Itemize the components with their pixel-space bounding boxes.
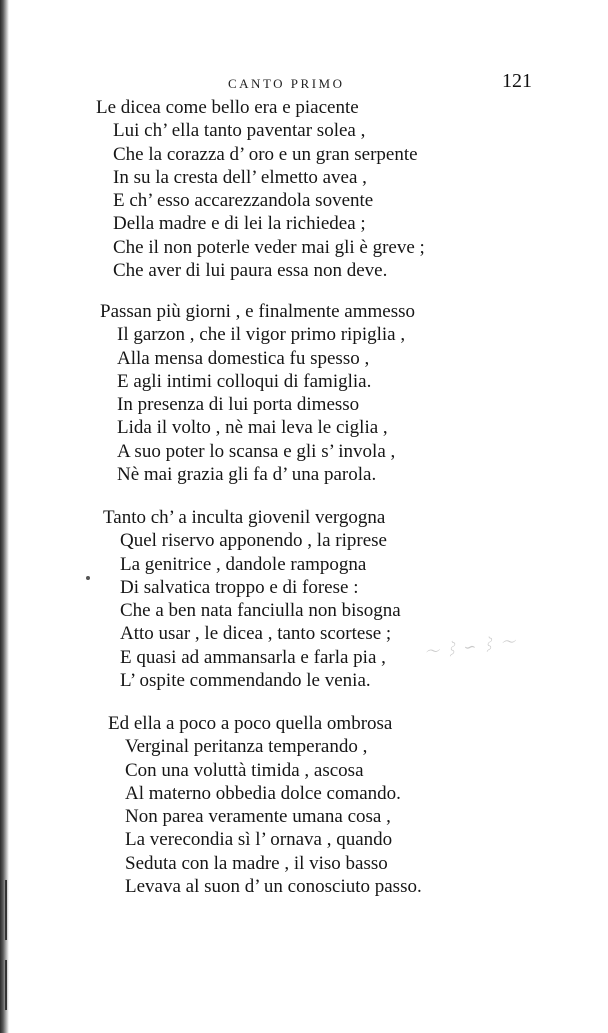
verse-line: La genitrice , dandole rampogna — [120, 553, 367, 575]
verse-line: E ch’ esso accarezzandola sovente — [113, 190, 374, 212]
verse-line: Al materno obbedia dolce comando. — [125, 782, 401, 804]
stanza-3 — [103, 506, 401, 692]
verse-line: Che aver di lui paura essa non deve. — [113, 260, 388, 282]
verse-line: Di salvatica troppo e di forese : — [120, 576, 359, 598]
verse-line: Ed ella a poco a poco quella ombrosa — [108, 713, 393, 734]
verse-line: Tanto ch’ a inculta giovenil vergogna — [103, 507, 386, 528]
binding-mark — [5, 960, 7, 1010]
verse-line: Che la corazza d’ oro e un gran serpente — [113, 143, 418, 165]
binding-mark — [5, 880, 7, 940]
verse-line: Che a ben nata fanciulla non bisogna — [120, 600, 401, 622]
stanza-1 — [96, 96, 425, 282]
verse-line: Il garzon , che il vigor primo ripiglia , — [117, 324, 406, 346]
verse-line: In presenza di lui porta dimesso — [117, 394, 360, 416]
stanza-4 — [108, 712, 422, 898]
faint-pencil-annotation: ～ ⌇ ∽ ⌇ ～ — [423, 632, 517, 662]
verse-line: Quel riservo apponendo , la riprese — [120, 530, 387, 552]
verse-line: Alla mensa domestica fu spesso , — [117, 347, 370, 369]
verse-line: Della madre e di lei la richiedea ; — [113, 213, 366, 235]
running-head: CANTO PRIMO — [228, 76, 345, 91]
verse-line: Lida il volto , nè mai leva le ciglia , — [117, 417, 388, 439]
verse-line: L’ ospite commendando le venia. — [120, 670, 371, 692]
verse-line: E quasi ad ammansarla e farla pia , — [120, 646, 386, 668]
stanza-2 — [100, 300, 416, 486]
verse-line: Le dicea come bello era e piacente — [96, 97, 359, 118]
verse-line: Con una voluttà timida , ascosa — [125, 759, 364, 781]
ink-speck — [86, 576, 90, 580]
verse-line: Levava al suon d’ un conosciuto passo. — [125, 876, 422, 898]
verse-line: Non parea veramente umana cosa , — [125, 806, 391, 828]
verse-line: Passan più giorni , e finalmente ammesso — [100, 301, 416, 322]
verse-line: La verecondia sì l’ ornava , quando — [125, 829, 393, 851]
verse-line: Atto usar , le dicea , tanto scortese ; — [120, 623, 392, 645]
verse-line: E agli intimi colloqui di famiglia. — [117, 370, 372, 392]
verse-line: Seduta con la madre , il viso basso — [125, 852, 388, 874]
verse-line: Nè mai grazia gli fa d’ una parola. — [117, 464, 377, 486]
verse-line: Lui ch’ ella tanto paventar solea , — [113, 120, 366, 142]
verse-line: A suo poter lo scansa e gli s’ invola , — [117, 440, 396, 462]
verse-line: Verginal peritanza temperando , — [125, 736, 368, 758]
page-number: 121 — [502, 70, 532, 92]
verse-line: Che il non poterle veder mai gli è greve ; — [113, 236, 425, 258]
page-binding-edge — [0, 0, 9, 1033]
verse-line: In su la cresta dell’ elmetto avea , — [113, 166, 367, 188]
